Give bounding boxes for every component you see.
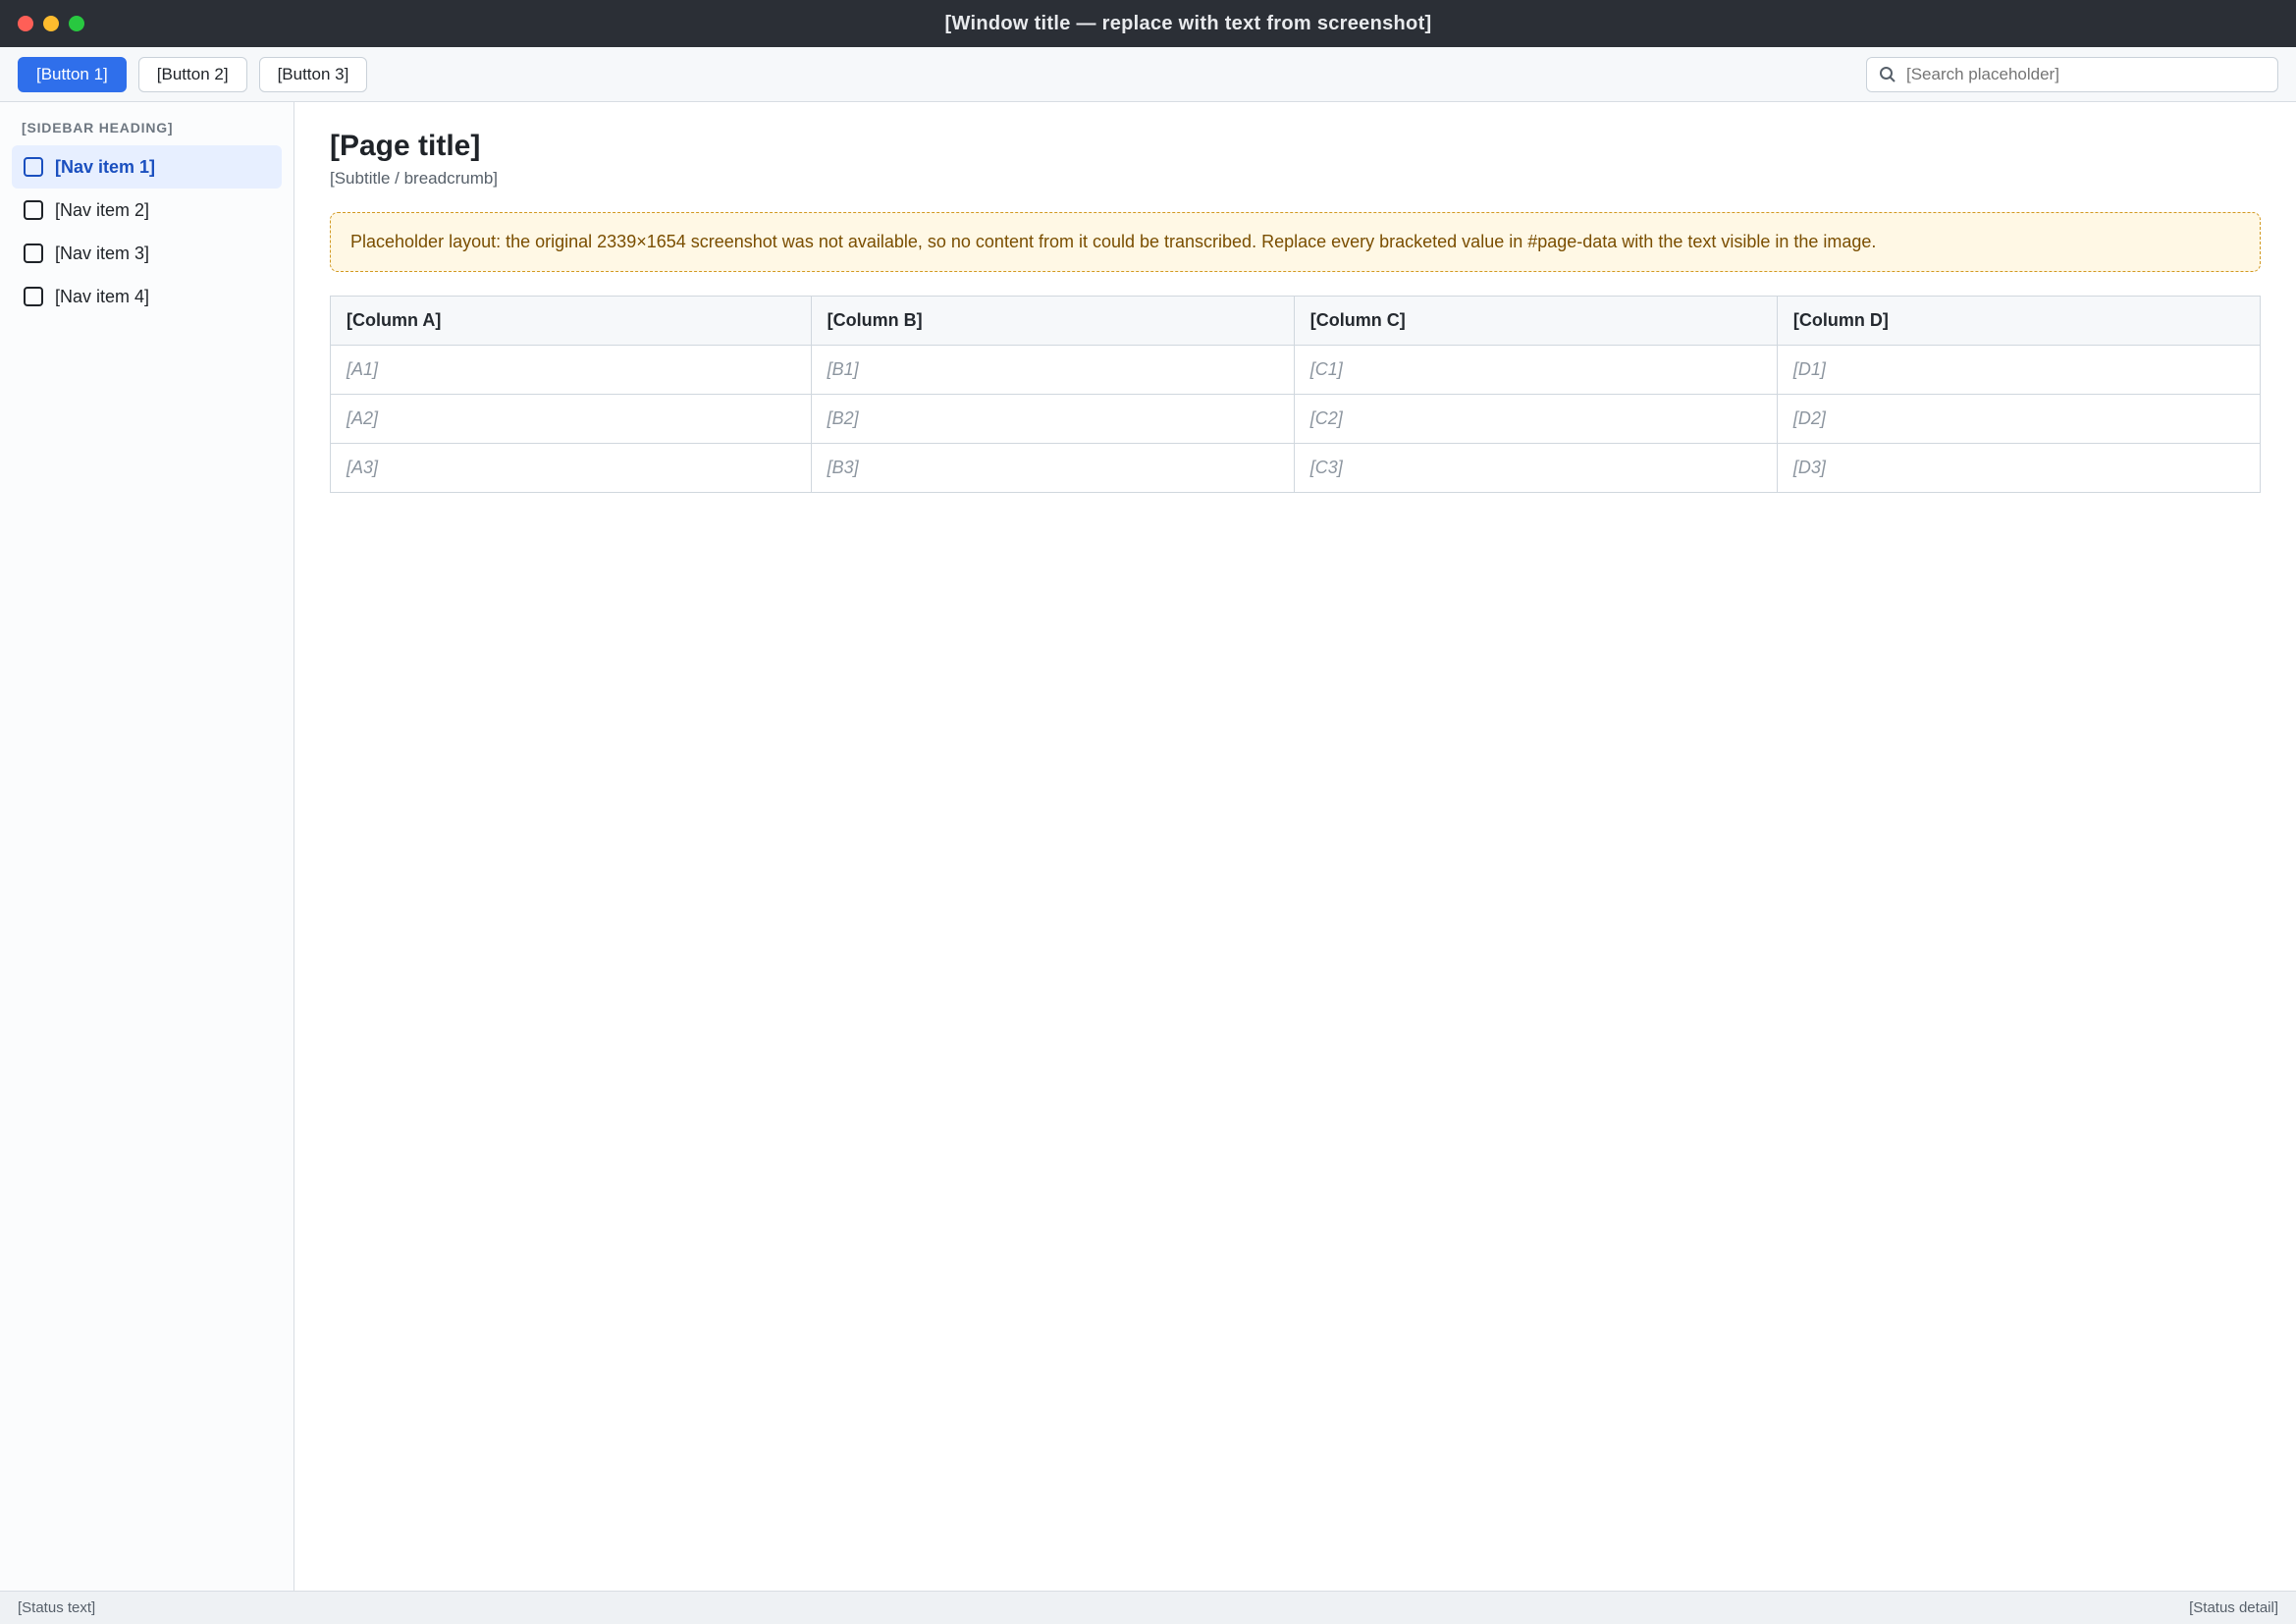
sidebar-heading: [SIDEBAR HEADING]: [22, 120, 174, 135]
new-button[interactable]: [Button 1]: [18, 57, 127, 92]
folder-icon: [24, 244, 43, 263]
table-cell: [D1]: [1777, 346, 2260, 395]
table-cell: [A2]: [331, 395, 812, 444]
column-header[interactable]: [Column C]: [1294, 297, 1777, 346]
status-detail: [Status detail]: [2189, 1599, 2278, 1616]
window-controls: [18, 16, 84, 31]
folder-icon: [24, 200, 43, 220]
table-cell: [D2]: [1777, 395, 2260, 444]
table-cell: [D3]: [1777, 444, 2260, 493]
search-icon: [1879, 66, 1896, 83]
table-cell: [C3]: [1294, 444, 1777, 493]
main-area: [0, 102, 2296, 1591]
table-header-row: [331, 297, 2261, 346]
data-table: [330, 296, 2261, 493]
table-cell: [B3]: [811, 444, 1294, 493]
table-cell: [A1]: [331, 346, 812, 395]
sidebar-item-label: [Nav item 4]: [55, 286, 150, 306]
table-row[interactable]: [331, 346, 2261, 395]
table-row[interactable]: [331, 395, 2261, 444]
search-input[interactable]: [1904, 64, 2266, 85]
sidebar-item-label: [Nav item 3]: [55, 243, 150, 263]
sidebar-item[interactable]: [12, 189, 282, 232]
sidebar-item[interactable]: [12, 145, 282, 189]
column-header[interactable]: [Column B]: [811, 297, 1294, 346]
sidebar-item-label: [Nav item 1]: [55, 156, 156, 177]
close-window-button[interactable]: [18, 16, 33, 31]
title-bar: [0, 0, 2296, 47]
open-button[interactable]: [Button 2]: [138, 57, 247, 92]
table-cell: [A3]: [331, 444, 812, 493]
minimize-window-button[interactable]: [43, 16, 59, 31]
status-text: [Status text]: [18, 1599, 96, 1616]
toolbar: [0, 47, 2296, 102]
search-box: [1866, 57, 2278, 92]
table-cell: [C2]: [1294, 395, 1777, 444]
content-pane: [294, 102, 2296, 1591]
status-bar: [0, 1591, 2296, 1624]
placeholder-notice: Placeholder layout: the original 2339×1654 screenshot was not available, so no content from it could be transcribed. Replace every bracketed value in #page-data with the text visible in the image.: [330, 212, 2261, 272]
folder-icon: [24, 287, 43, 306]
sidebar-item[interactable]: [12, 275, 282, 318]
page-subtitle: [Subtitle / breadcrumb]: [330, 169, 499, 188]
save-button[interactable]: [Button 3]: [259, 57, 368, 92]
maximize-window-button[interactable]: [69, 16, 84, 31]
table-row[interactable]: [331, 444, 2261, 493]
sidebar-item-label: [Nav item 2]: [55, 199, 150, 220]
sidebar: [0, 102, 294, 1591]
window-title: [Window title — replace with text from screenshot]: [944, 12, 1432, 34]
column-header[interactable]: [Column D]: [1777, 297, 2260, 346]
sidebar-item[interactable]: [12, 232, 282, 275]
folder-icon: [24, 157, 43, 177]
table-cell: [B2]: [811, 395, 1294, 444]
page-title: [Page title]: [330, 130, 481, 162]
table-cell: [B1]: [811, 346, 1294, 395]
column-header[interactable]: [Column A]: [331, 297, 812, 346]
table-cell: [C1]: [1294, 346, 1777, 395]
